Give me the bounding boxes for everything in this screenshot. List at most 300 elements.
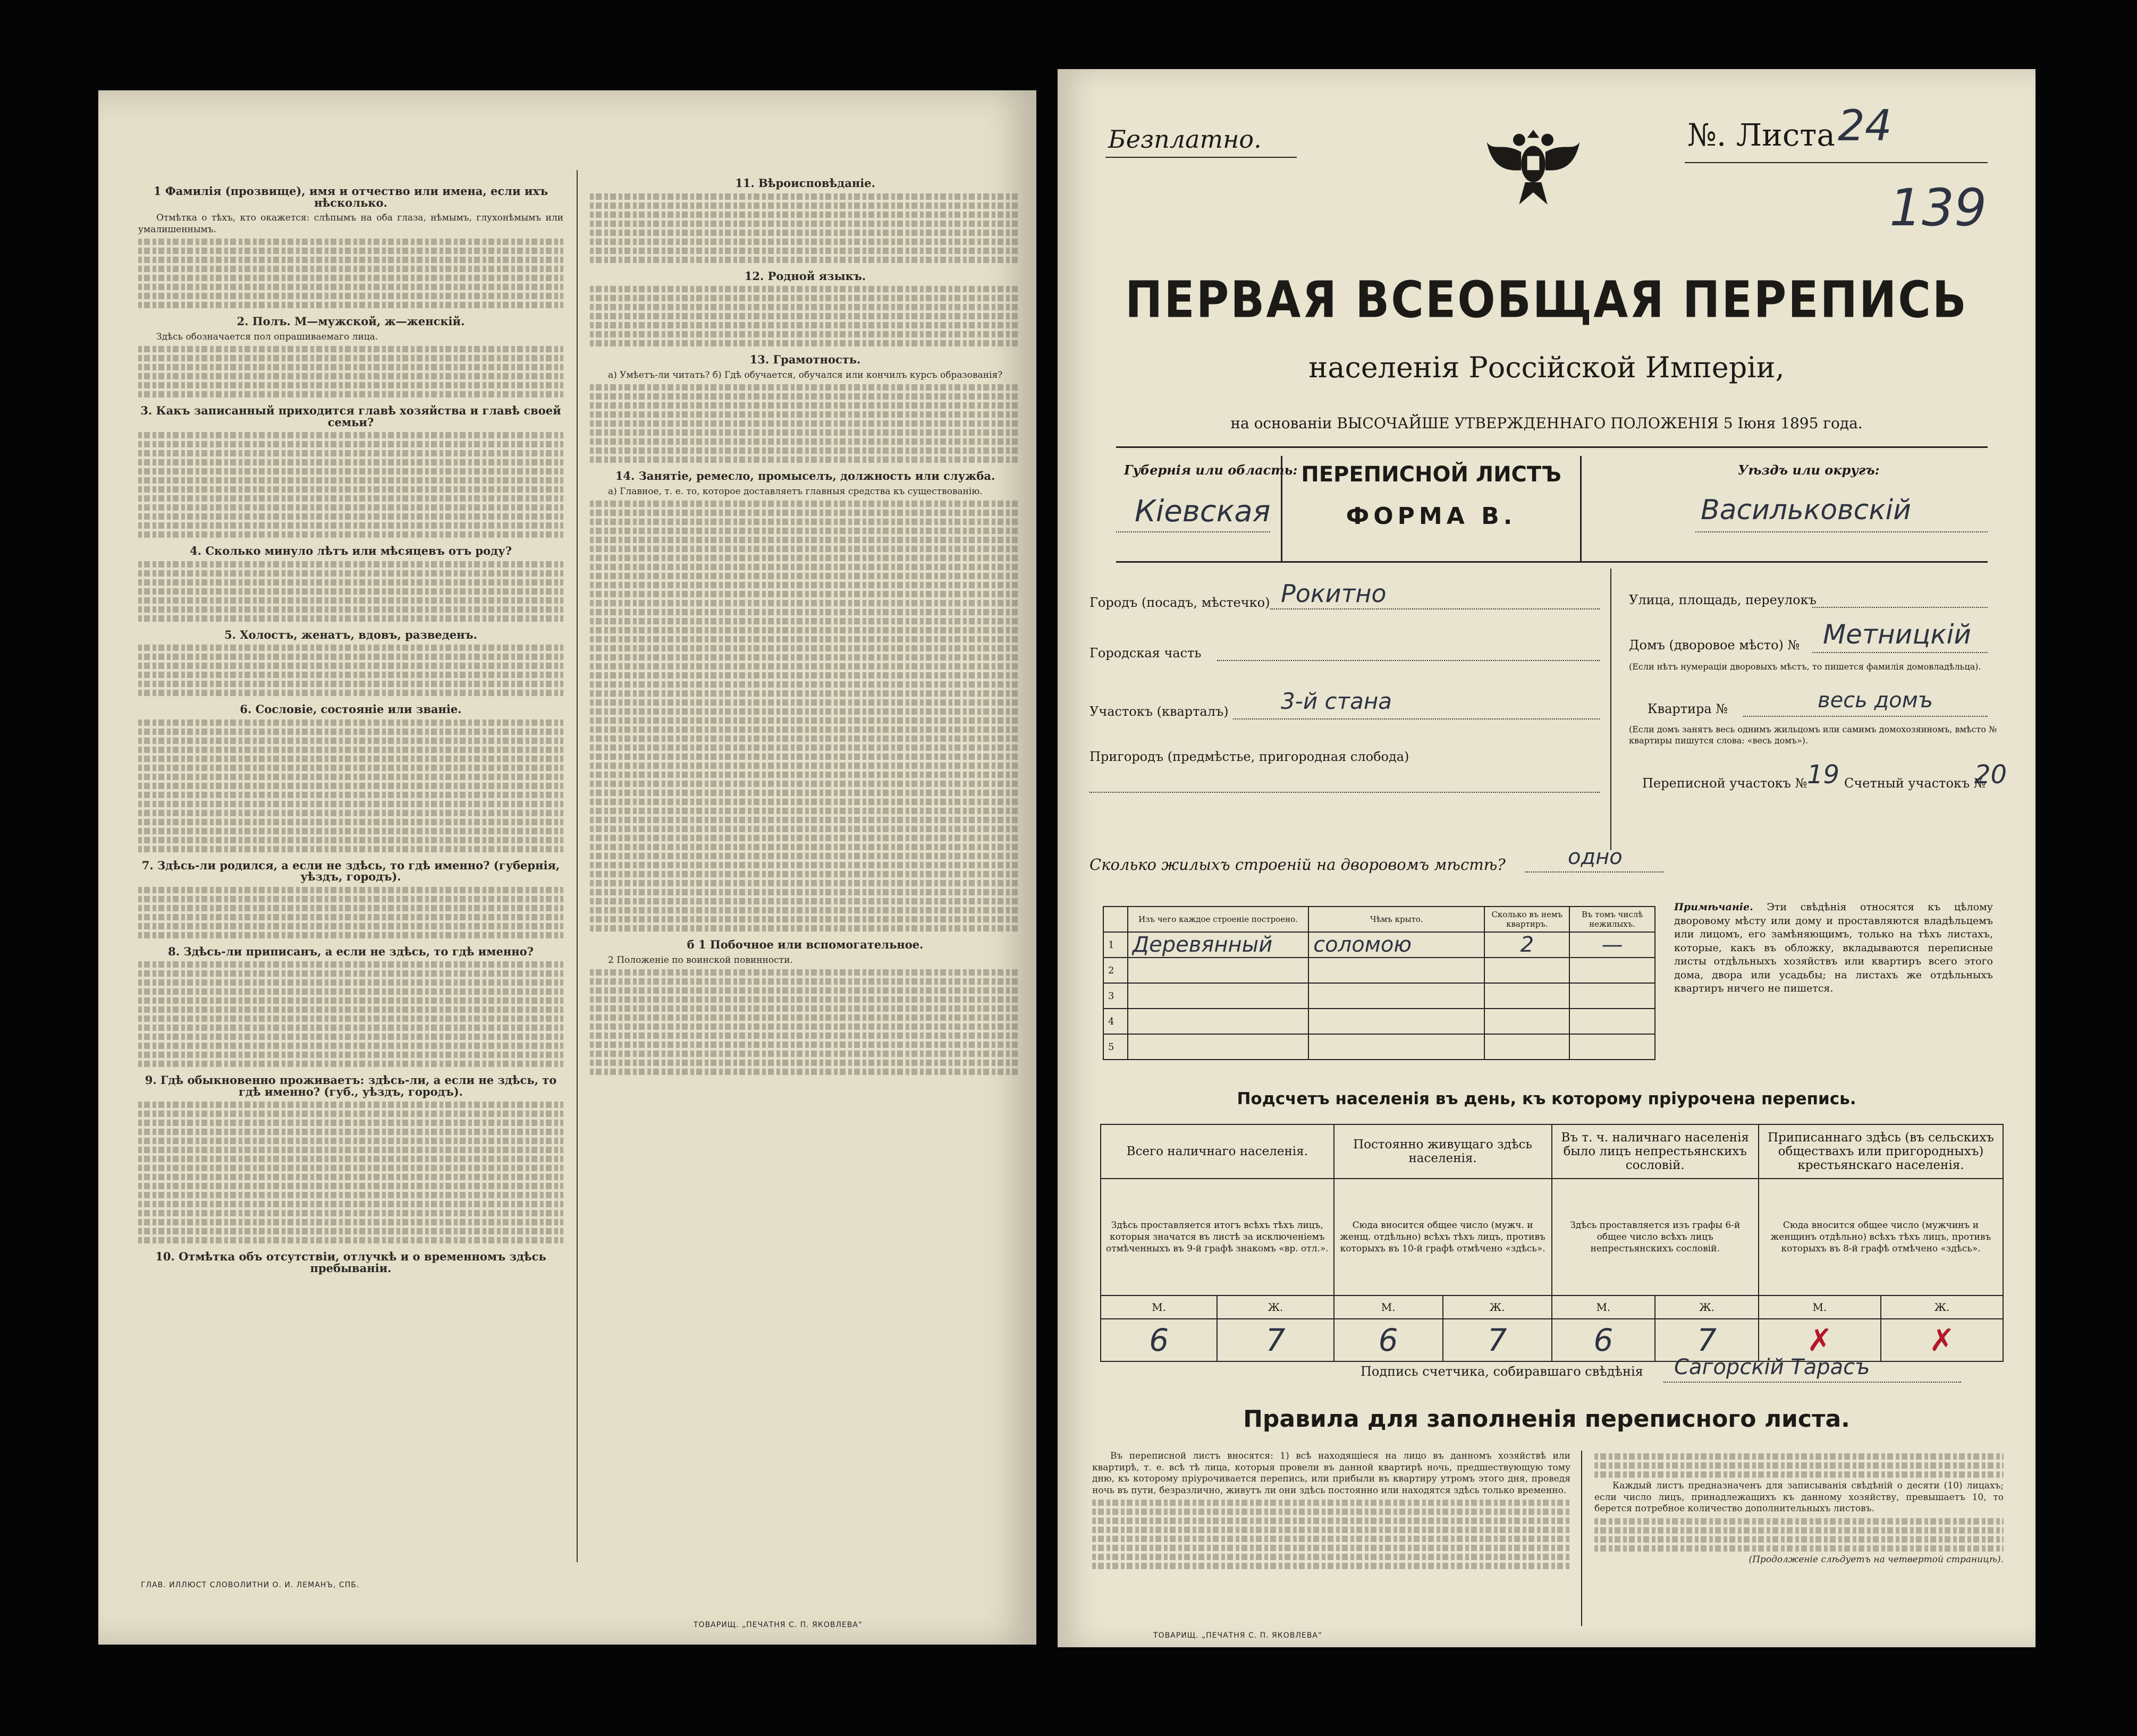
fine-print-line xyxy=(138,774,563,780)
female-label: Ж. xyxy=(1655,1295,1759,1319)
fine-print-line xyxy=(138,801,563,807)
fine-print-line xyxy=(590,286,1020,292)
fine-print-line xyxy=(590,573,1020,579)
suburb-label: Пригородъ (предмѣстье, пригородная слобода) xyxy=(1089,749,1409,764)
buildings-flats-cell xyxy=(1484,1009,1569,1034)
fine-print-line xyxy=(590,510,1020,516)
buildings-empty-cell xyxy=(1569,1009,1655,1034)
tally-value xyxy=(1881,1319,2003,1361)
district-underline xyxy=(1233,718,1600,719)
fine-print-line xyxy=(138,1015,563,1022)
fine-print-line xyxy=(138,914,563,920)
female-label: Ж. xyxy=(1881,1295,2003,1319)
printer-imprint-right: ТОВАРИЩ. „ПЕЧАТНЯ С. П. ЯКОВЛЕВА“ xyxy=(694,1621,863,1629)
female-label: Ж. xyxy=(1217,1295,1333,1319)
fine-print-line xyxy=(138,1120,563,1126)
rules-column-2 xyxy=(1594,1451,2004,1569)
fine-print-line xyxy=(590,384,1020,391)
fine-print-line xyxy=(138,561,563,568)
fine-print-line xyxy=(138,1102,563,1108)
fine-print-line xyxy=(138,266,563,272)
fine-print-line xyxy=(138,1024,563,1031)
fine-print-line xyxy=(590,1060,1020,1066)
sheet-type: ПЕРЕПИСНОЙ ЛИСТЪ xyxy=(1301,462,1561,487)
fine-print-line xyxy=(138,239,563,245)
buildings-empty-cell xyxy=(1569,983,1655,1009)
gubernia-value: Кіевская xyxy=(1135,494,1271,529)
section-heading: б 1 Побочное или вспомогательное. xyxy=(687,938,924,951)
fine-print-line xyxy=(138,355,563,361)
tally-description-row xyxy=(1101,1179,2003,1295)
fine-print-line xyxy=(590,916,1020,922)
fine-print-line xyxy=(138,570,563,577)
fine-print-line xyxy=(590,393,1020,400)
fine-print-line xyxy=(138,522,563,529)
sheet-header xyxy=(1281,456,1582,561)
printer-imprint-left: ГЛАВ. ИЛЛЮСТ СЛОВОЛИТНИ О. И. ЛЕМАНЪ, СПБ. xyxy=(141,1581,360,1589)
fine-print-line xyxy=(138,257,563,263)
fine-print-line xyxy=(590,447,1020,454)
section-heading: 10. Отмѣтка объ отсутствіи, отлучкѣ и о временномъ здѣсь пребываніи. xyxy=(155,1250,546,1275)
table-row xyxy=(1103,932,1655,958)
signature-underline xyxy=(1663,1382,1961,1383)
fine-print-line xyxy=(138,284,563,290)
fine-print-line xyxy=(138,441,563,447)
fine-print-line xyxy=(590,438,1020,445)
left-page xyxy=(98,90,1036,1645)
fine-print-line xyxy=(138,719,563,726)
buildings-answer: одно xyxy=(1568,845,1623,869)
fine-print-line xyxy=(138,391,563,397)
house-label: Домъ (дворовое мѣсто) № xyxy=(1629,638,1800,653)
fine-print-line xyxy=(590,501,1020,507)
fine-print-line xyxy=(138,979,563,986)
section-heading: 5. Холостъ, женатъ, вдовъ, разведенъ. xyxy=(224,628,477,641)
fine-print-line xyxy=(590,996,1020,1003)
fine-print-line xyxy=(138,846,563,852)
table-row xyxy=(1103,1034,1655,1060)
fine-print-line xyxy=(590,735,1020,742)
count-district-label: Счетный участокъ № xyxy=(1844,776,1986,791)
section-text: а) Умѣетъ-ли читать? б) Гдѣ обучается, обучался или кончилъ курсъ образованія? xyxy=(608,369,1003,380)
section-text: Отмѣтка о тѣхъ, кто окажется: слѣпымъ на оба глаза, нѣмымъ, глухонѣмымъ или умалишеннымъ. xyxy=(138,213,563,235)
tally-value-text: 6 xyxy=(1593,1322,1614,1358)
fine-print-line xyxy=(138,756,563,762)
section-heading: 9. Гдѣ обыкновенно проживаетъ: здѣсь-ли, а если не здѣсь, то гдѣ именно? (губ., уѣздъ, городъ). xyxy=(145,1073,557,1098)
rules-continued: (Продолженіе слѣдуетъ на четвертой страницѣ). xyxy=(1749,1554,2004,1565)
tally-value xyxy=(1101,1319,1217,1361)
sheet-number-value: 24 xyxy=(1838,101,1892,150)
tally-description: Сюда вносится общее число (мужчинъ и женщинъ отдѣльно) всѣхъ тѣхъ лицъ, противъ которыхъ въ 8-й графѣ отмѣчено «здѣсь». xyxy=(1759,1179,2003,1295)
tally-value-text: 6 xyxy=(1378,1322,1398,1358)
buildings-n-cell: 3 xyxy=(1103,983,1128,1009)
fine-print-line xyxy=(590,1014,1020,1021)
fine-print-line xyxy=(138,459,563,465)
fine-print-line xyxy=(590,564,1020,570)
fine-print-line xyxy=(590,826,1020,832)
fine-print-line xyxy=(590,717,1020,724)
fine-print-line xyxy=(590,456,1020,463)
section-heading: 11. Вѣроисповѣданіе. xyxy=(735,176,875,190)
table-row xyxy=(1103,1009,1655,1034)
male-label: М. xyxy=(1334,1295,1443,1319)
fine-print-line xyxy=(138,248,563,254)
buildings-answer-underline xyxy=(1525,871,1663,873)
buildings-roof-cell xyxy=(1308,1034,1484,1060)
fine-print-line xyxy=(138,1174,563,1180)
tally-value xyxy=(1217,1319,1333,1361)
male-label: М. xyxy=(1552,1295,1655,1319)
archive-number: 139 xyxy=(1889,178,1987,238)
table-row xyxy=(1103,983,1655,1009)
fine-print-line xyxy=(138,579,563,586)
fine-print-line xyxy=(138,672,563,678)
street-label: Улица, площадь, переулокъ xyxy=(1629,592,1817,607)
buildings-index-header xyxy=(1103,907,1128,932)
fine-print-line xyxy=(138,1052,563,1058)
fine-print-line xyxy=(590,1032,1020,1039)
rules-text-1: Въ переписной листъ вносятся: 1) всѣ находящіеся на лицо въ данномъ хозяйствѣ или квартирѣ, т. е. всѣ тѣ лица, которыя провели въ данной квартирѣ ночь, предшествующую тому дню, къ которому пріурочивается перепись, или прибыли въ квартиру утромъ этого дня, проведя ночь въ пути, безразлично, живутъ ли они здѣсь постоянно или находятся здѣсь только временно. xyxy=(1092,1451,1570,1496)
fine-print-line xyxy=(138,495,563,502)
fine-print-line xyxy=(138,765,563,771)
section-heading: 1 Фамилія (прозвище), имя и отчество или имена, если ихъ нѣсколько. xyxy=(153,184,548,209)
section-heading: 6. Сословіе, состояніе или званіе. xyxy=(240,702,462,716)
fine-print-line xyxy=(590,772,1020,778)
fine-print-line xyxy=(590,202,1020,209)
tally-value-text: ✗ xyxy=(1806,1322,1833,1358)
fine-print-line xyxy=(590,699,1020,706)
section-text: Здѣсь обозначается пол опрашиваемаго лица. xyxy=(156,331,378,342)
buildings-flats-cell xyxy=(1484,1034,1569,1060)
buildings-flats-header: Сколько въ немъ квартиръ. xyxy=(1484,907,1569,932)
fine-print-line xyxy=(138,588,563,595)
buildings-flats-cell xyxy=(1484,958,1569,983)
fine-print-line xyxy=(590,546,1020,552)
city-part-label: Городская часть xyxy=(1089,646,1202,660)
buildings-material-header: Изъ чего каждое строеніе построено. xyxy=(1128,907,1308,932)
tally-value xyxy=(1552,1319,1655,1361)
fine-print-line xyxy=(590,681,1020,688)
fine-print-line xyxy=(590,708,1020,715)
fine-print-line xyxy=(138,477,563,484)
buildings-empty-cell: — xyxy=(1569,932,1655,958)
district-label: Участокъ (кварталъ) xyxy=(1089,704,1229,719)
buildings-roof-cell xyxy=(1308,983,1484,1009)
fine-print-line xyxy=(590,600,1020,606)
fine-print-line xyxy=(138,1034,563,1040)
flat-note: (Если домъ занятъ весь однимъ жильцомъ или самимъ домохозяиномъ, вмѣсто № квартиры пишутся слова: «весь домъ»). xyxy=(1629,724,1997,746)
fine-print-line xyxy=(138,932,563,938)
right-page xyxy=(1058,69,2035,1647)
fine-print-line xyxy=(590,808,1020,814)
tally-description: Здѣсь проставляется итогъ всѣхъ тѣхъ лицъ, которыя значатся въ листѣ за исключеніемъ отмѣченныхъ въ 9-й графѣ знакомъ «вр. отл.». xyxy=(1101,1179,1334,1295)
population-tally-table xyxy=(1100,1124,2004,1362)
gubernia-underline xyxy=(1116,531,1270,532)
header-rule xyxy=(1116,446,1988,448)
buildings-table-body xyxy=(1103,932,1655,1060)
buildings-material-cell xyxy=(1128,1034,1308,1060)
fine-print-line xyxy=(590,645,1020,651)
legal-basis: на основаніи ВЫСОЧАЙШЕ УТВЕРЖДЕННАГО ПОЛОЖЕНІЯ 5 Іюня 1895 года. xyxy=(1230,414,1863,432)
fine-print-line xyxy=(138,531,563,538)
tally-description: Сюда вносится общее число (мужч. и женщ. отдѣльно) всѣхъ тѣхъ лицъ, противъ которыхъ въ 10-й графѣ отмѣчено «здѣсь». xyxy=(1334,1179,1552,1295)
fine-print-line xyxy=(590,248,1020,254)
fine-print-line xyxy=(590,781,1020,787)
fine-print-line xyxy=(138,1129,563,1135)
buildings-material-cell xyxy=(1128,1009,1308,1034)
fine-print-line xyxy=(138,275,563,281)
uezd-value: Васильковскій xyxy=(1701,494,1911,526)
fine-print-line xyxy=(138,468,563,475)
sheet-number-rule xyxy=(1685,162,1988,163)
column-divider xyxy=(577,170,578,1562)
house-value: Метницкій xyxy=(1823,619,1971,650)
fine-print-line xyxy=(590,835,1020,841)
fine-print-line xyxy=(590,1023,1020,1030)
buildings-question: Сколько жилыхъ строеній на дворовомъ мѣстѣ? xyxy=(1089,856,1506,874)
tally-value xyxy=(1334,1319,1443,1361)
fine-print-line xyxy=(590,817,1020,823)
fine-print-line xyxy=(590,880,1020,886)
fine-print-line xyxy=(138,1201,563,1207)
fine-print-line xyxy=(138,373,563,379)
section-text: а) Главное, т. е. то, которое доставляетъ главныя средства къ существованію. xyxy=(608,486,983,497)
fine-print-line xyxy=(590,925,1020,931)
flat-underline xyxy=(1743,716,1988,717)
fine-print-line xyxy=(590,987,1020,994)
fine-print-line xyxy=(138,1219,563,1225)
fine-print-line xyxy=(138,690,563,696)
buildings-empty-cell xyxy=(1569,958,1655,983)
fine-print-line xyxy=(590,591,1020,597)
fine-print-line xyxy=(590,257,1020,263)
rules-title: Правила для заполненія переписного листа. xyxy=(1243,1405,1850,1433)
city-label: Городъ (посадъ, мѣстечко) xyxy=(1089,595,1270,610)
section-heading: 7. Здѣсь-ли родился, а если не здѣсь, то гдѣ именно? (губернія, уѣздъ, городъ). xyxy=(141,858,560,883)
printer-imprint: ТОВАРИЩ. „ПЕЧАТНЯ С. П. ЯКОВЛЕВА“ xyxy=(1153,1631,1323,1640)
section-heading: 12. Родной языкъ. xyxy=(744,269,866,283)
fine-print-line xyxy=(138,747,563,753)
house-note: (Если нѣтъ нумераціи дворовыхъ мѣстъ, то пишется фамилія домовладѣльца). xyxy=(1629,662,1981,672)
fine-print-line xyxy=(590,402,1020,409)
fine-print-line xyxy=(138,654,563,660)
free-label-rule xyxy=(1105,157,1297,158)
fine-print-line xyxy=(138,792,563,798)
fine-print-line xyxy=(590,853,1020,859)
fine-print-line xyxy=(138,1061,563,1067)
city-underline xyxy=(1270,608,1600,609)
fine-print-line xyxy=(590,1041,1020,1048)
fine-print-line xyxy=(590,411,1020,418)
fine-print-line xyxy=(138,988,563,995)
fine-print-line xyxy=(138,997,563,1004)
fine-print-line xyxy=(590,537,1020,543)
house-underline xyxy=(1812,652,1988,653)
fine-print-line xyxy=(590,1069,1020,1075)
census-district-value: 19 xyxy=(1807,760,1840,790)
buildings-n-cell: 4 xyxy=(1103,1009,1128,1034)
table-row xyxy=(1103,958,1655,983)
fine-print-line xyxy=(590,313,1020,319)
rules-column-1 xyxy=(1092,1451,1570,1572)
fine-print-line xyxy=(138,513,563,520)
buildings-flats-cell: 2 xyxy=(1484,932,1569,958)
tally-value-text: 7 xyxy=(1265,1322,1286,1358)
fine-print-line xyxy=(590,1051,1020,1057)
fine-print-line xyxy=(138,504,563,511)
fine-print-line xyxy=(138,645,563,651)
tally-header-row xyxy=(1101,1124,2003,1179)
buildings-roof-cell xyxy=(1308,958,1484,983)
fine-print-line xyxy=(138,1228,563,1234)
fine-print-line xyxy=(138,1156,563,1162)
fine-print-line xyxy=(590,690,1020,697)
buildings-table xyxy=(1103,906,1655,1060)
signature-label: Подпись счетчика, собиравшаго свѣдѣнія xyxy=(1361,1364,1643,1379)
buildings-flats-cell xyxy=(1484,983,1569,1009)
uezd-label: Уѣздъ или округъ: xyxy=(1738,462,1880,478)
buildings-material-cell xyxy=(1128,983,1308,1009)
fine-print-line xyxy=(138,663,563,669)
fine-print-line xyxy=(590,304,1020,310)
fine-print-line xyxy=(590,672,1020,679)
buildings-material-cell xyxy=(1128,958,1308,983)
fine-print-line xyxy=(138,828,563,834)
fine-print-line xyxy=(590,627,1020,633)
fine-print-line xyxy=(138,961,563,968)
section-heading: 2. Полъ. М—мужской, ж—женскій. xyxy=(236,315,465,328)
fine-print-line xyxy=(590,654,1020,660)
tally-title: Подсчетъ населенія въ день, къ которому пріурочена перепись. xyxy=(1237,1089,1856,1108)
fine-print-line xyxy=(138,837,563,843)
sheet-number-label: №. Листа xyxy=(1687,117,1835,153)
fine-print-line xyxy=(138,729,563,735)
fine-print-line xyxy=(590,753,1020,760)
fine-print-line xyxy=(138,1237,563,1243)
fine-print-line xyxy=(590,193,1020,200)
fine-print-line xyxy=(138,738,563,744)
fine-print-line xyxy=(138,597,563,604)
tally-value-text: 7 xyxy=(1697,1322,1717,1358)
buildings-n-cell: 5 xyxy=(1103,1034,1128,1060)
fine-print-line xyxy=(590,609,1020,615)
note-label: Примѣчаніе. xyxy=(1674,901,1753,913)
count-district-value: 20 xyxy=(1974,760,2007,790)
fine-print-line xyxy=(138,1192,563,1198)
fine-print-line xyxy=(590,221,1020,227)
fine-print-line xyxy=(590,331,1020,337)
fine-print-line xyxy=(590,907,1020,913)
fine-print-line xyxy=(590,340,1020,346)
fine-print-line xyxy=(138,905,563,911)
enumerator-signature: Сагорскій Тарасъ xyxy=(1674,1355,1870,1379)
double-headed-eagle-icon xyxy=(1483,112,1584,213)
fine-print-line xyxy=(590,582,1020,588)
census-subtitle: населенія Россійской Имперіи, xyxy=(1308,351,1785,384)
fine-print-line xyxy=(590,726,1020,733)
fine-print-line xyxy=(138,346,563,352)
fine-print-line xyxy=(590,871,1020,877)
fine-print-line xyxy=(590,862,1020,868)
fine-print-line xyxy=(138,1138,563,1144)
buildings-empty-cell xyxy=(1569,1034,1655,1060)
rules-divider xyxy=(1581,1451,1582,1626)
buildings-roof-cell: соломою xyxy=(1308,932,1484,958)
tally-header: Въ т. ч. наличнаго населенія было лицъ непрестьянскихъ сословій. xyxy=(1552,1124,1759,1179)
fine-print-line xyxy=(138,970,563,977)
buildings-n-cell: 1 xyxy=(1103,932,1128,958)
flat-label: Квартира № xyxy=(1648,701,1728,716)
fields-divider xyxy=(1610,569,1611,850)
fine-print-line xyxy=(138,382,563,388)
note xyxy=(1674,901,1993,996)
section-heading: 13. Грамотность. xyxy=(749,353,861,366)
fine-print-line xyxy=(138,1043,563,1049)
section-text: 2 Положеніе по воинской повинности. xyxy=(608,954,793,966)
male-label: М. xyxy=(1759,1295,1881,1319)
fine-print-line xyxy=(590,763,1020,769)
fine-print-line xyxy=(138,293,563,299)
fine-print-line xyxy=(138,432,563,438)
census-district-label: Переписной участокъ № xyxy=(1642,776,1807,791)
male-label: М. xyxy=(1101,1295,1217,1319)
tally-value-text: 6 xyxy=(1149,1322,1169,1358)
fine-print-line xyxy=(138,302,563,308)
tally-header: Всего наличнаго населенія. xyxy=(1101,1124,1334,1179)
buildings-n-cell: 2 xyxy=(1103,958,1128,983)
free-label: Безплатно. xyxy=(1108,125,1262,154)
fine-print-line xyxy=(590,528,1020,534)
fine-print-line xyxy=(590,239,1020,245)
fine-print-line xyxy=(590,1005,1020,1012)
fine-print-line xyxy=(138,810,563,816)
buildings-empty-header: Въ томъ числѣ нежилыхъ. xyxy=(1569,907,1655,932)
note-text: Эти свѣдѣнія относятся къ цѣлому дворовому мѣсту или дому и проставляются владѣльцемъ или лицомъ, его замѣняющимъ, только на тѣхъ листахъ, которые, какъ въ обложку, вкладываются переписные листы отдѣльныхъ хозяйствъ или квартиръ всего этого дома, двора или усадьбы; на листахъ же отдѣльныхъ квартиръ ничего не пишется. xyxy=(1674,901,1993,994)
rules-text-2: Каждый листъ предназначенъ для записыванія свѣдѣній о десяти (10) лицахъ; если число лицъ, принадлежащихъ къ данному хозяйству, превышаетъ 10, то берется потребное количество дополнительныхъ листовъ. xyxy=(1594,1480,2004,1514)
fine-print-line xyxy=(590,844,1020,850)
fine-print-line xyxy=(138,615,563,622)
buildings-material-cell: Деревянный xyxy=(1128,932,1308,958)
form-type: ФОРМА В. xyxy=(1346,503,1517,530)
section-heading: 14. Занятіе, ремесло, промыселъ, должность или служба. xyxy=(615,469,995,482)
fine-print-line xyxy=(138,450,563,456)
buildings-roof-cell xyxy=(1308,1009,1484,1034)
fine-print-line xyxy=(590,898,1020,904)
instructions-column-1 xyxy=(138,178,563,1278)
gubernia-label: Губернія или область: xyxy=(1124,462,1298,478)
fine-print-line xyxy=(138,1183,563,1189)
fine-print-line xyxy=(590,519,1020,525)
city-value: Рокитно xyxy=(1281,579,1387,608)
tally-value-text: ✗ xyxy=(1929,1322,1955,1358)
flat-value: весь домъ xyxy=(1818,688,1933,713)
city-part-underline xyxy=(1217,660,1600,661)
tally-header: Приписаннаго здѣсь (въ сельскихъ обществахъ или пригородныхъ) крестьянскаго населенія. xyxy=(1759,1124,2003,1179)
instructions-column-2 xyxy=(590,170,1020,1078)
buildings-roof-header: Чѣмъ крыто. xyxy=(1308,907,1484,932)
fine-print-line xyxy=(590,799,1020,805)
fine-print-line xyxy=(590,744,1020,751)
fine-print-line xyxy=(138,1210,563,1216)
fine-print-line xyxy=(590,663,1020,670)
fine-print-line xyxy=(138,923,563,929)
street-underline xyxy=(1812,607,1988,608)
fine-print-line xyxy=(138,887,563,893)
fine-print-line xyxy=(138,1111,563,1117)
tally-header: Постоянно живущаго здѣсь населенія. xyxy=(1334,1124,1552,1179)
fine-print-line xyxy=(590,322,1020,328)
fine-print-line xyxy=(138,486,563,493)
